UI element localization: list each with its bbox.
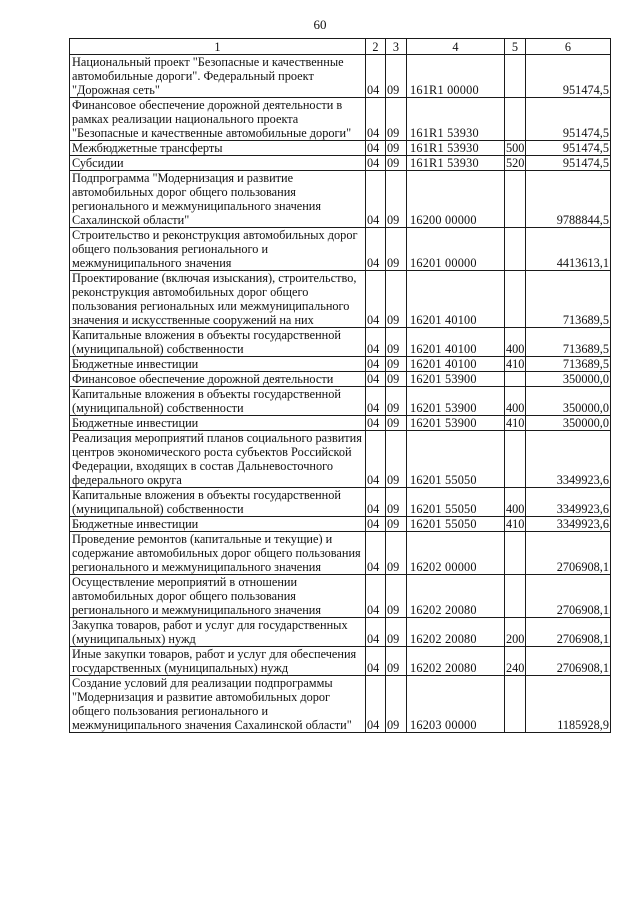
row-section-code: 04 — [366, 372, 386, 387]
row-name-cell: Субсидии — [70, 156, 366, 171]
row-expense-type-code — [505, 271, 526, 328]
row-amount: 3349923,6 — [526, 488, 611, 517]
table-row — [70, 647, 611, 676]
row-target-article-code: 16201 40100 — [407, 271, 505, 328]
row-target-article-code: 16201 55050 — [407, 517, 505, 532]
row-subsection-code: 09 — [386, 676, 407, 733]
row-target-article-code: 16202 20080 — [407, 618, 505, 647]
table-row — [70, 676, 611, 733]
row-expense-type-code: 520 — [506, 156, 525, 170]
column-header: 5 — [505, 39, 526, 55]
row-target-article-code: 16201 40100 — [407, 357, 505, 372]
column-header: 6 — [526, 39, 611, 55]
row-expense-type-code: 240 — [505, 647, 526, 676]
row-amount: 951474,5 — [526, 156, 611, 171]
row-expense-type-code: 410 — [506, 416, 525, 430]
row-name-cell: Капитальные вложения в объекты государственной (муниципальной) собственности — [70, 488, 366, 517]
row-subsection-code: 09 — [386, 618, 407, 647]
row-target-article-code: 16201 00000 — [407, 228, 505, 271]
row-target-article-code: 16203 00000 — [407, 676, 505, 733]
row-section-code: 04 — [366, 387, 386, 416]
row-subsection-code: 09 — [386, 228, 407, 271]
row-section-code: 04 — [366, 171, 386, 228]
row-subsection-code: 09 — [386, 532, 407, 575]
column-header-row — [70, 39, 611, 55]
row-subsection-code: 09 — [386, 416, 407, 431]
row-expense-type-code — [505, 532, 526, 575]
row-name-cell: Осуществление мероприятий в отношении автомобильных дорог общего пользования регионального и межмуниципального значения — [70, 575, 366, 618]
row-subsection-code: 09 — [386, 517, 407, 532]
row-subsection-code: 09 — [386, 271, 407, 328]
row-name-cell: Подпрограмма "Модернизация и развитие автомобильных дорог общего пользования регионального и межмуниципального значения Сахалинской области" — [70, 171, 366, 228]
row-section-code: 04 — [366, 357, 386, 372]
row-name-cell: Иные закупки товаров, работ и услуг для обеспечения государственных (муниципальных) нужд — [70, 647, 366, 676]
row-section-code: 04 — [366, 98, 386, 141]
row-subsection-code: 09 — [386, 98, 407, 141]
row-name-cell: Бюджетные инвестиции — [70, 517, 366, 532]
row-target-article-code: 161R1 00000 — [407, 55, 505, 98]
row-subsection-code: 09 — [386, 387, 407, 416]
row-name-cell: Бюджетные инвестиции — [70, 357, 366, 372]
row-expense-type-code: 400 — [505, 488, 526, 517]
row-name-cell: Капитальные вложения в объекты государственной (муниципальной) собственности — [70, 387, 366, 416]
row-name-cell: Финансовое обеспечение дорожной деятельности — [70, 372, 366, 387]
row-section-code: 04 — [366, 575, 386, 618]
table-row — [70, 517, 611, 532]
row-expense-type-code — [505, 171, 526, 228]
table-row — [70, 532, 611, 575]
row-name-cell: Проведение ремонтов (капитальные и текущие) и содержание автомобильных дорог общего пользования регионального и межмуниципального значения — [70, 532, 366, 575]
row-subsection-code: 09 — [386, 357, 407, 372]
row-expense-type-code — [505, 98, 526, 141]
table-row — [70, 98, 611, 141]
table-row — [70, 416, 611, 431]
row-target-article-code: 16201 53900 — [407, 372, 505, 387]
row-target-article-code: 16201 55050 — [407, 488, 505, 517]
row-amount: 9788844,5 — [526, 171, 611, 228]
row-amount: 2706908,1 — [526, 647, 611, 676]
table-row — [70, 141, 611, 156]
column-header: 4 — [407, 39, 505, 55]
row-expense-type-code: 410 — [506, 357, 525, 371]
row-subsection-code: 09 — [386, 372, 407, 387]
row-subsection-code: 09 — [386, 431, 407, 488]
row-section-code: 04 — [366, 55, 386, 98]
table-row — [70, 431, 611, 488]
row-subsection-code: 09 — [386, 488, 407, 517]
table-row — [70, 171, 611, 228]
table-row — [70, 228, 611, 271]
row-expense-type-code: 400 — [505, 387, 526, 416]
row-amount: 2706908,1 — [526, 532, 611, 575]
table-row — [70, 357, 611, 372]
table-row — [70, 156, 611, 171]
table-row — [70, 387, 611, 416]
table-row — [70, 271, 611, 328]
row-expense-type-code: 500 — [506, 141, 525, 155]
row-section-code: 04 — [366, 141, 386, 156]
row-amount: 3349923,6 — [526, 517, 611, 532]
budget-table — [69, 38, 611, 733]
table-row — [70, 372, 611, 387]
row-section-code: 04 — [366, 676, 386, 733]
row-subsection-code: 09 — [386, 171, 407, 228]
row-subsection-code: 09 — [386, 55, 407, 98]
row-expense-type-code — [505, 575, 526, 618]
row-amount: 350000,0 — [526, 387, 611, 416]
row-amount: 713689,5 — [526, 328, 611, 357]
row-name-cell: Проектирование (включая изыскания), строительство, реконструкция автомобильных дорог общего пользования региональных или межмуниципального значения и искусственные сооружений на них — [70, 271, 366, 328]
column-header: 3 — [386, 39, 407, 55]
table-row — [70, 55, 611, 98]
row-target-article-code: 16202 00000 — [407, 532, 505, 575]
row-amount: 951474,5 — [526, 141, 611, 156]
row-name-cell: Закупка товаров, работ и услуг для государственных (муниципальных) нужд — [70, 618, 366, 647]
row-subsection-code: 09 — [386, 575, 407, 618]
row-expense-type-code — [505, 431, 526, 488]
row-section-code: 04 — [366, 618, 386, 647]
table-row — [70, 328, 611, 357]
row-amount: 1185928,9 — [526, 676, 611, 733]
row-amount: 713689,5 — [526, 271, 611, 328]
row-name-cell: Создание условий для реализации подпрограммы "Модернизация и развитие автомобильных дорог общего пользования регионального и межмуниципального значения Сахалинской области" — [70, 676, 366, 733]
row-amount: 4413613,1 — [526, 228, 611, 271]
row-section-code: 04 — [366, 271, 386, 328]
row-amount: 350000,0 — [526, 416, 611, 431]
row-amount: 350000,0 — [526, 372, 611, 387]
row-name-cell: Капитальные вложения в объекты государственной (муниципальной) собственности — [70, 328, 366, 357]
row-name-cell: Финансовое обеспечение дорожной деятельности в рамках реализации национального проекта "Безопасные и качественные автомобильные дороги" — [70, 98, 366, 141]
column-header: 1 — [70, 39, 366, 55]
row-target-article-code: 16201 53900 — [407, 416, 505, 431]
row-target-article-code: 16202 20080 — [407, 575, 505, 618]
row-expense-type-code — [505, 372, 526, 387]
row-amount: 2706908,1 — [526, 575, 611, 618]
row-section-code: 04 — [366, 517, 386, 532]
row-section-code: 04 — [366, 647, 386, 676]
row-subsection-code: 09 — [386, 141, 407, 156]
row-target-article-code: 161R1 53930 — [407, 141, 505, 156]
column-header: 2 — [366, 39, 386, 55]
row-amount: 713689,5 — [526, 357, 611, 372]
row-name-cell: Реализация мероприятий планов социального развития центров экономического роста субъектов Российской Федерации, входящих в состав Дальневосточного федерального округа — [70, 431, 366, 488]
row-target-article-code: 161R1 53930 — [407, 98, 505, 141]
row-expense-type-code — [505, 55, 526, 98]
row-name-cell: Строительство и реконструкция автомобильных дорог общего пользования регионального и межмуниципального значения — [70, 228, 366, 271]
row-section-code: 04 — [366, 431, 386, 488]
row-expense-type-code — [505, 228, 526, 271]
row-expense-type-code: 410 — [506, 517, 525, 531]
row-section-code: 04 — [366, 532, 386, 575]
row-name-cell: Межбюджетные трансферты — [70, 141, 366, 156]
row-subsection-code: 09 — [386, 647, 407, 676]
row-name-cell: Бюджетные инвестиции — [70, 416, 366, 431]
row-expense-type-code: 200 — [505, 618, 526, 647]
row-target-article-code: 16200 00000 — [407, 171, 505, 228]
row-target-article-code: 16201 53900 — [407, 387, 505, 416]
row-amount: 951474,5 — [526, 98, 611, 141]
row-target-article-code: 16201 40100 — [407, 328, 505, 357]
row-target-article-code: 16202 20080 — [407, 647, 505, 676]
page-number: 60 — [313, 17, 327, 32]
row-section-code: 04 — [366, 416, 386, 431]
table-row — [70, 575, 611, 618]
row-amount: 3349923,6 — [526, 431, 611, 488]
row-section-code: 04 — [366, 156, 386, 171]
row-section-code: 04 — [366, 228, 386, 271]
row-expense-type-code: 400 — [505, 328, 526, 357]
table-row — [70, 488, 611, 517]
row-section-code: 04 — [366, 488, 386, 517]
row-subsection-code: 09 — [386, 156, 407, 171]
row-expense-type-code — [505, 676, 526, 733]
row-section-code: 04 — [366, 328, 386, 357]
table-row — [70, 618, 611, 647]
row-target-article-code: 16201 55050 — [407, 431, 505, 488]
row-subsection-code: 09 — [386, 328, 407, 357]
row-name-cell: Национальный проект "Безопасные и качественные автомобильные дороги". Федеральный проект "Дорожная сеть" — [70, 55, 366, 98]
row-amount: 951474,5 — [526, 55, 611, 98]
row-amount: 2706908,1 — [526, 618, 611, 647]
row-target-article-code: 161R1 53930 — [407, 156, 505, 171]
